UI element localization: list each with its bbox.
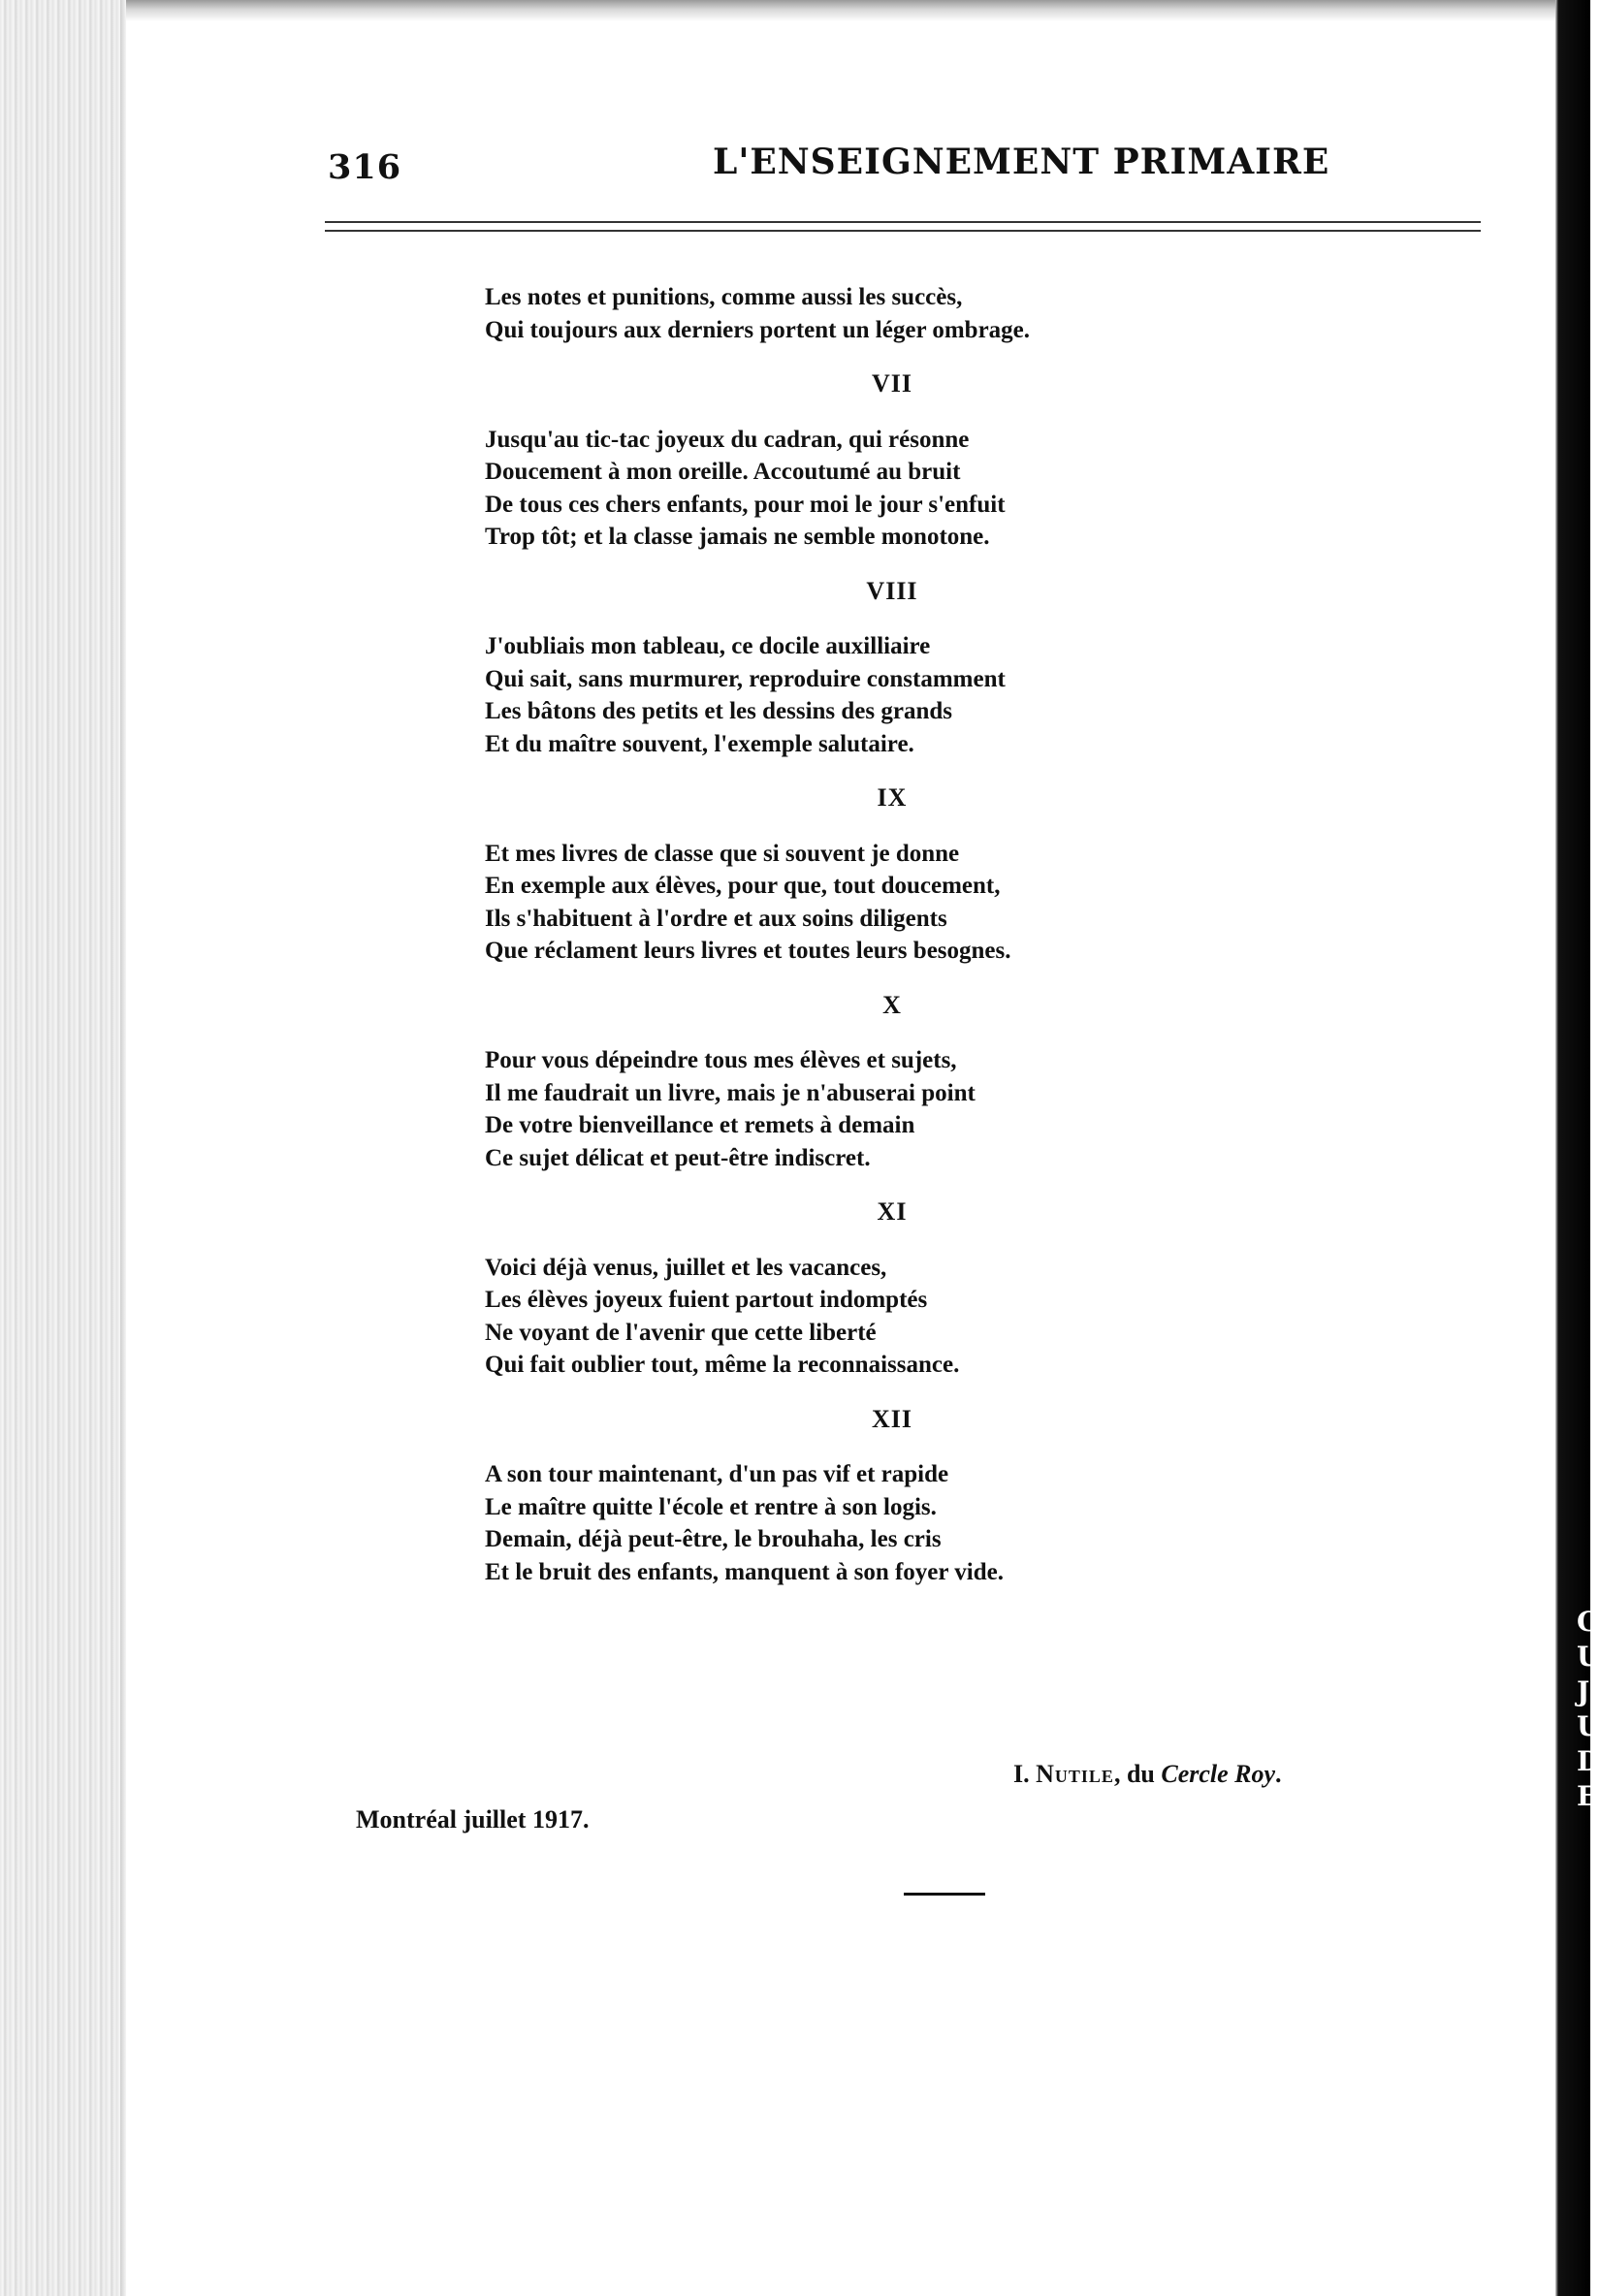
poem-line: Les élèves joyeux fuient partout indomptés xyxy=(485,1287,928,1313)
adjacent-letter: E xyxy=(1577,1780,1598,1812)
signature-initial: I. xyxy=(1013,1760,1030,1788)
signature-end: . xyxy=(1275,1760,1282,1788)
opening-lines xyxy=(485,281,1222,346)
poem-line: De votre bienveillance et remets à demain xyxy=(485,1112,915,1138)
stanza-numeral: VII xyxy=(871,369,912,398)
poem-line: Et le bruit des enfants, manquent à son foyer vide. xyxy=(485,1558,1004,1585)
poem-line: Ne voyant de l'avenir que cette liberté xyxy=(485,1319,877,1346)
stanza-xii xyxy=(485,1403,1222,1589)
adjacent-letter: D xyxy=(1577,1745,1600,1777)
poem-line: Ce sujet délicat et peut-être indiscret. xyxy=(485,1144,871,1171)
poem-line: Il me faudrait un livre, mais je n'abuserai point xyxy=(485,1079,976,1106)
poem-line: Doucement à mon oreille. Accoutumé au bruit xyxy=(485,459,961,485)
poem-line: A son tour maintenant, d'un pas vif et rapide xyxy=(485,1461,949,1487)
header-double-rule xyxy=(325,221,1481,232)
poem-line: Jusqu'au tic-tac joyeux du cadran, qui résonne xyxy=(485,426,970,453)
poem-line: Et du maître souvent, l'exemple salutaire. xyxy=(485,730,914,757)
page-edges xyxy=(0,0,126,2296)
place-date: Montréal juillet 1917. xyxy=(356,1805,590,1834)
adjacent-letter: C xyxy=(1577,1606,1599,1638)
adjacent-letter: J xyxy=(1577,1675,1590,1707)
poem-line: Qui fait oublier tout, même la reconnaissance. xyxy=(485,1352,960,1378)
adjacent-letter: U xyxy=(1577,1641,1600,1673)
poem-line: J'oubliais mon tableau, ce docile auxilliaire xyxy=(485,633,931,659)
stanza-numeral: VIII xyxy=(866,576,918,605)
poem-line: En exemple aux élèves, pour que, tout doucement, xyxy=(485,873,1001,899)
signature-name: Nutile xyxy=(1036,1760,1114,1788)
stanza-viii xyxy=(485,575,1222,761)
adjacent-page-letters xyxy=(1577,1605,1600,1814)
top-shadow xyxy=(126,0,1561,21)
poem-line: Qui sait, sans murmurer, reproduire constamment xyxy=(485,665,1006,692)
stanza-vii xyxy=(485,367,1222,554)
stanza-numeral: XI xyxy=(877,1197,908,1226)
stanza-x xyxy=(485,989,1222,1175)
stanza-xi xyxy=(485,1196,1222,1382)
poem-line: Demain, déjà peut-être, le brouhaha, les cris xyxy=(485,1526,942,1552)
poem-line: Voici déjà venus, juillet et les vacances, xyxy=(485,1254,887,1281)
poem-line: Que réclament leurs livres et toutes leurs besognes. xyxy=(485,938,1011,964)
poem-line: Pour vous dépeindre tous mes élèves et sujets, xyxy=(485,1047,957,1073)
adjacent-page-edge xyxy=(1555,0,1600,2296)
signature-circle: Cercle Roy xyxy=(1161,1760,1276,1788)
adjacent-letter: U xyxy=(1577,1710,1600,1742)
stanza-ix xyxy=(485,781,1222,968)
poem-line: Trop tôt; et la classe jamais ne semble monotone. xyxy=(485,524,990,550)
poem-line: Les notes et punitions, comme aussi les succès, xyxy=(485,284,963,310)
poem-line: Le maître quitte l'école et rentre à son logis. xyxy=(485,1493,937,1520)
poem-line: Et mes livres de classe que si souvent je donne xyxy=(485,840,960,867)
poem-line: Qui toujours aux derniers portent un léger ombrage. xyxy=(485,316,1031,343)
poem xyxy=(485,281,1222,1588)
poem-line: De tous ces chers enfants, pour moi le jour s'enfuit xyxy=(485,491,1006,518)
poem-line: Ils s'habituent à l'ordre et aux soins diligents xyxy=(485,905,947,932)
author-signature xyxy=(1013,1760,1282,1789)
signature-connector: , du xyxy=(1113,1760,1155,1788)
stanza-numeral: IX xyxy=(877,783,908,812)
stanza-numeral: X xyxy=(882,990,902,1019)
end-rule xyxy=(904,1893,985,1896)
running-title: L'ENSEIGNEMENT PRIMAIRE xyxy=(713,142,1330,182)
stanza-numeral: XII xyxy=(871,1404,912,1433)
page-number: 316 xyxy=(328,147,402,187)
poem-line: Les bâtons des petits et les dessins des grands xyxy=(485,698,953,724)
